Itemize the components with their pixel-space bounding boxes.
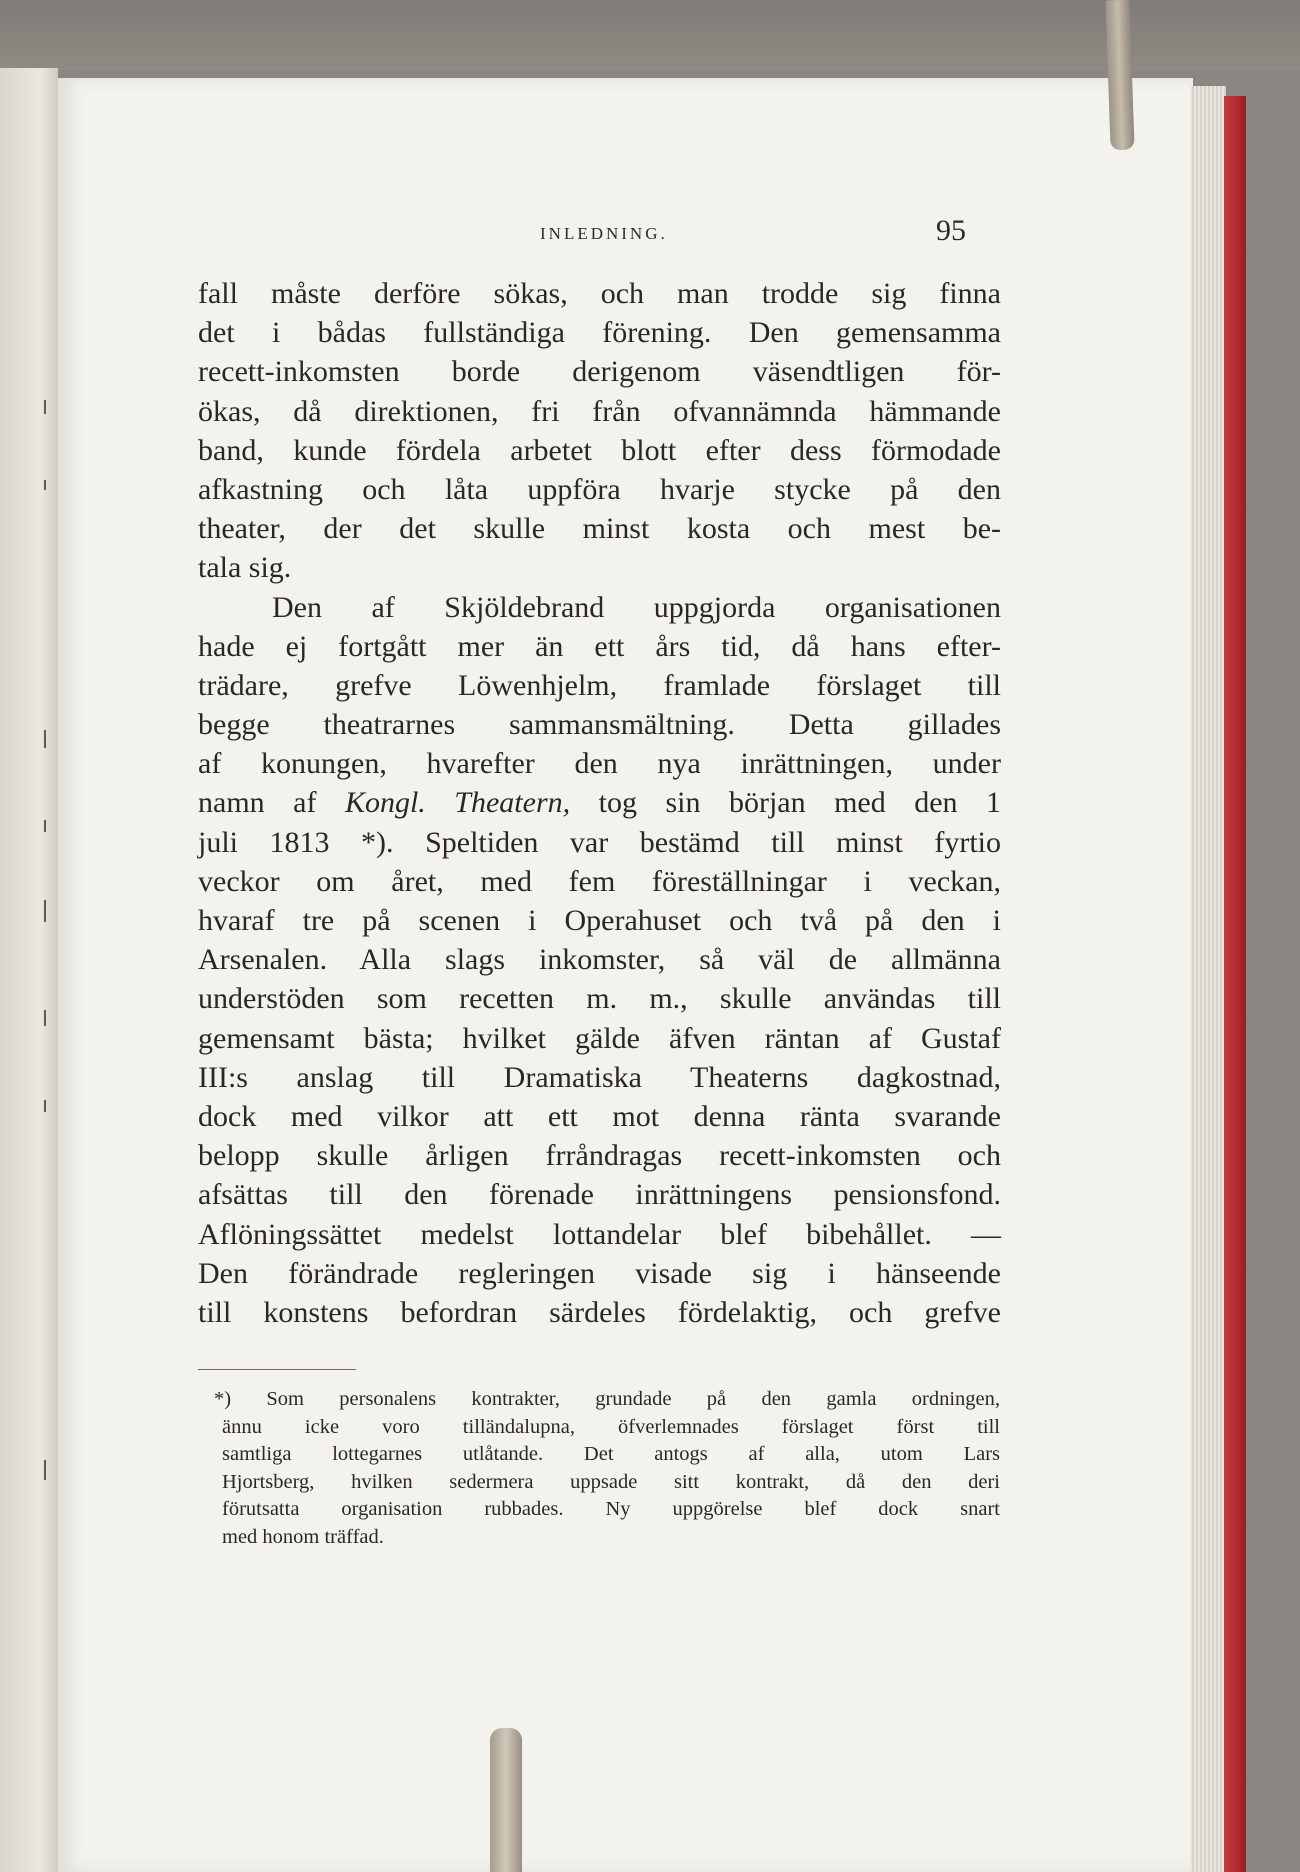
text-line: understöden som recetten m. m., skulle användas till [198, 982, 1001, 1016]
gutter-mark [44, 400, 46, 414]
text-line: recett-inkomsten borde derigenom väsendtligen för- [198, 355, 1001, 389]
left-page-edge [0, 68, 58, 1872]
gutter-mark [44, 1460, 46, 1480]
footnote-line: Hjortsberg, hvilken sedermera uppsade sitt kontrakt, då den deri [222, 1470, 1000, 1493]
footnote-line: förutsatta organisation rubbades. Ny uppgörelse blef dock snart [222, 1498, 1000, 1521]
text-line: af konungen, hvarefter den nya inrättningen, under [198, 747, 1001, 781]
page-fore-edge [1190, 86, 1226, 1872]
footnote [214, 1386, 1000, 1552]
gutter-mark [44, 1010, 46, 1026]
main-text [198, 274, 1001, 1332]
text-line: begge theatrarnes sammansmältning. Detta gillades [198, 708, 1001, 742]
text-line: trädare, grefve Löwenhjelm, framlade förslaget till [198, 668, 1001, 702]
text-fragment: tog sin början med den 1 [598, 786, 1002, 820]
page-number: 95 [936, 214, 966, 247]
footnote-line: *) Som personalens kontrakter, grundade på den gamla ordningen, [214, 1388, 1000, 1410]
text-line: Den förändrade regleringen visade sig i hänseende [198, 1256, 1001, 1290]
text-line: band, kunde fördela arbetet blott efter dess förmodade [198, 433, 1001, 467]
text-line: veckor om året, med fem föreställningar i veckan, [198, 864, 1001, 898]
scan-background-right [1246, 96, 1300, 1872]
gutter-mark [44, 1100, 46, 1112]
footnote-rule [198, 1369, 356, 1370]
text-fragment: namn af [198, 786, 317, 820]
text-line: III:s anslag till Dramatiska Theaterns dagkostnad, [198, 1060, 1001, 1094]
text-line-with-title [198, 783, 1001, 822]
text-line: hvaraf tre på scenen i Operahuset och två på den i [198, 904, 1001, 937]
text-line: Aflöningssättet medelst lottandelar blef bibehållet. — [198, 1217, 1001, 1251]
gutter-mark [44, 900, 46, 922]
text-line: belopp skulle årligen frråndragas recett-inkomsten och [198, 1139, 1001, 1173]
text-line: tala sig. [198, 551, 292, 585]
text-line: Arsenalen. Alla slags inkomster, så väl de allmänna [198, 943, 1001, 977]
footnote-line: ännu icke voro tilländalupna, öfverlemnades förslaget först till [222, 1415, 1000, 1438]
text-line: det i bådas fullständiga förening. Den gemensamma [198, 316, 1001, 350]
gutter-mark [44, 480, 46, 490]
italic-title: Kongl. Theatern, [344, 786, 571, 820]
text-line: dock med vilkor att ett mot denna ränta svarande [198, 1099, 1001, 1133]
text-line: Den af Skjöldebrand uppgjorda organisationen [272, 590, 1001, 624]
gutter-mark [44, 730, 46, 748]
footnote-line: samtliga lottegarnes utlåtande. Det antogs af alla, utom Lars [222, 1443, 1000, 1466]
text-line: fall måste derföre sökas, och man trodde sig finna [198, 277, 1001, 310]
text-line: afsättas till den förenade inrättningens pensionsfond. [198, 1178, 1001, 1212]
text-line: theater, der det skulle minst kosta och mest be- [198, 512, 1001, 546]
footnote-line: med honom träffad. [222, 1525, 384, 1548]
gutter-marks [42, 400, 48, 1500]
text-line: till konstens befordran särdeles fördelaktig, och grefve [198, 1295, 1001, 1329]
text-line: juli 1813 *). Speltiden var bestämd till minst fyrtio [198, 825, 1001, 859]
text-line: afkastning och låta uppföra hvarje stycke på den [198, 472, 1001, 506]
text-line: ökas, då direktionen, fri från ofvannämnda hämmande [198, 394, 1001, 428]
text-line: gemensamt bästa; hvilket gälde äfven räntan af Gustaf [198, 1021, 1001, 1055]
bookmark-clip-bottom [490, 1728, 522, 1872]
red-book-cover [1224, 96, 1246, 1872]
running-head: INLEDNING. [540, 224, 668, 243]
text-line: hade ej fortgått mer än ett års tid, då hans efter- [198, 629, 1001, 663]
gutter-mark [44, 820, 46, 832]
